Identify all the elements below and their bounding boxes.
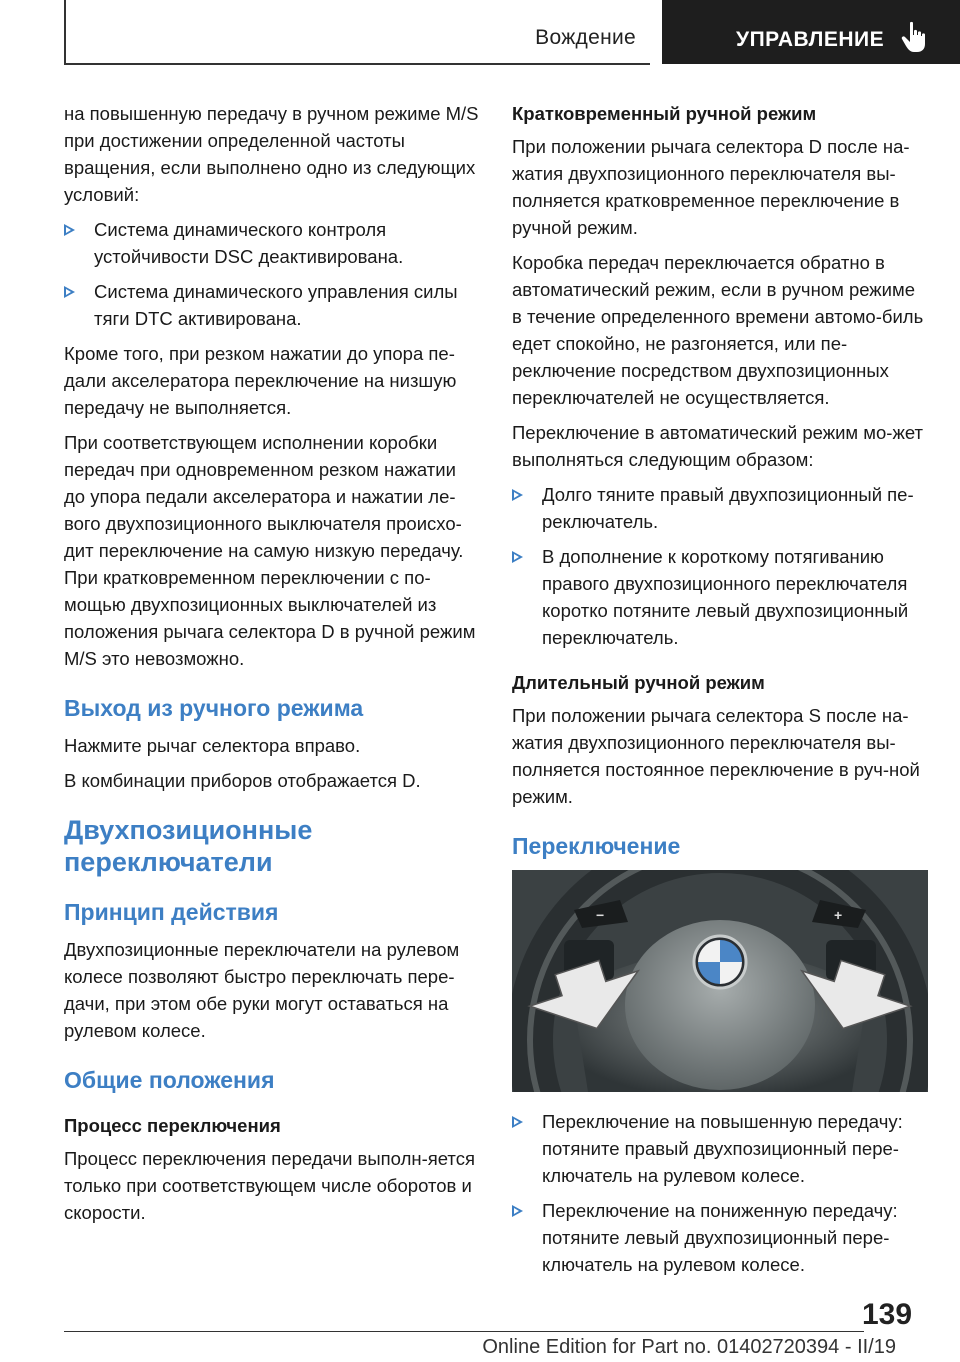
left-column	[64, 100, 480, 1234]
minus-mark: −	[596, 907, 605, 923]
list-item	[64, 216, 480, 270]
paragraph: При положении рычага селектора S после на-жатия двухпозиционного переключателя вы-полняется постоянное переключение в руч-ной режим.	[512, 705, 920, 807]
list-item-text: В дополнение к короткому потягиванию правого двухпозиционного переключателя коротко потяните левый двухпозиционный переключатель.	[542, 546, 909, 648]
list-item-text: Система динамического контроля устойчивости DSC деактивирована.	[94, 219, 404, 267]
heading-general: Общие положения	[64, 1067, 275, 1093]
steering-wheel-photo	[512, 870, 928, 1092]
paragraph: В комбинации приборов отображается D.	[64, 770, 421, 791]
list-item	[512, 1108, 928, 1189]
header-chapter-label: УПРАВЛЕНИЕ	[736, 28, 885, 51]
header-section-title: Вождение	[535, 26, 636, 49]
page-number: 139	[862, 1298, 913, 1331]
hand-pointer-icon	[899, 20, 931, 54]
heading-shift-paddles: Двухпозиционные переключатели	[64, 815, 313, 877]
header-rule-horizontal	[64, 63, 650, 65]
right-column	[512, 100, 928, 1286]
list-item-text: Долго тяните правый двухпозиционный пе-реключатель.	[542, 484, 914, 532]
bullet-triangle-icon	[512, 1116, 523, 1128]
bullet-triangle-icon	[512, 551, 523, 563]
list-item-text: Переключение на повышенную передачу: потяните правый двухпозиционный пере-ключатель на рулевом колесе.	[542, 1111, 903, 1186]
heading-short-manual-mode: Кратковременный ручной режим	[512, 103, 817, 124]
list-item-text: Система динамического управления силы тяги DTC активирована.	[94, 281, 458, 329]
paragraph: Двухпозиционные переключатели на рулевом колесе позволяют быстро переключать пере-дачи, при этом обе руки могут оставаться на рулевом колесе.	[64, 939, 460, 1041]
bullet-triangle-icon	[64, 286, 75, 298]
heading-exit-manual-mode: Выход из ручного режима	[64, 695, 364, 721]
footer-rule	[64, 1331, 864, 1332]
paragraph: Процесс переключения передачи выполн-яется только при соответствующем числе оборотов и скорости.	[64, 1148, 475, 1223]
paragraph: При положении рычага селектора D после на-жатия двухпозиционного переключателя вы-полняется кратковременное переключение в ручной режим.	[512, 136, 910, 238]
paragraph: При соответствующем исполнении коробки передач при одновременном резком нажатии до упора педали акселератора и нажатии ле-вого двухпозиционного выключателя происхо-дит переключение на самую низкую передачу. При кратковременном переключении с по-мощью двухпозиционных выключателей из положения рычага селектора D в ручной режим M/S это невозможно.	[64, 432, 476, 669]
plus-mark: +	[834, 907, 843, 923]
paragraph: Нажмите рычаг селектора вправо.	[64, 735, 361, 756]
paragraph: Коробка передач переключается обратно в автоматический режим, если в ручном режиме в течение определенного времени автомо-биль едет спокойно, не разгоняется, или пе-реключение посредством двухпозиционных переключателей не осуществляется.	[512, 252, 924, 408]
bullet-triangle-icon	[512, 1205, 523, 1217]
header-chapter-tab	[662, 0, 960, 64]
footer-edition: Online Edition for Part no. 01402720394 - II/19	[482, 1336, 896, 1358]
bullet-triangle-icon	[512, 489, 523, 501]
list-item	[512, 1197, 928, 1278]
heading-principle: Принцип действия	[64, 899, 279, 925]
paragraph: Переключение в автоматический режим мо-жет выполняться следующим образом:	[512, 422, 923, 470]
heading-shifting: Переключение	[512, 833, 681, 859]
heading-long-manual-mode: Длительный ручной режим	[512, 672, 765, 693]
list-item	[64, 278, 480, 332]
steering-wheel-illustration	[512, 870, 928, 1092]
list-item-text: Переключение на пониженную передачу: потяните левый двухпозиционный пере-ключатель на рулевом колесе.	[542, 1200, 898, 1275]
list-item	[512, 481, 928, 535]
paragraph: Кроме того, при резком нажатии до упора пе-дали акселератора переключение на низшую передачу не выполняется.	[64, 343, 457, 418]
list-item	[512, 543, 928, 651]
heading-shift-process: Процесс переключения	[64, 1115, 281, 1136]
bullet-triangle-icon	[64, 224, 75, 236]
paragraph: на повышенную передачу в ручном режиме M/S при достижении определенной частоты вращения, если выполнено одно из следующих условий:	[64, 103, 479, 205]
